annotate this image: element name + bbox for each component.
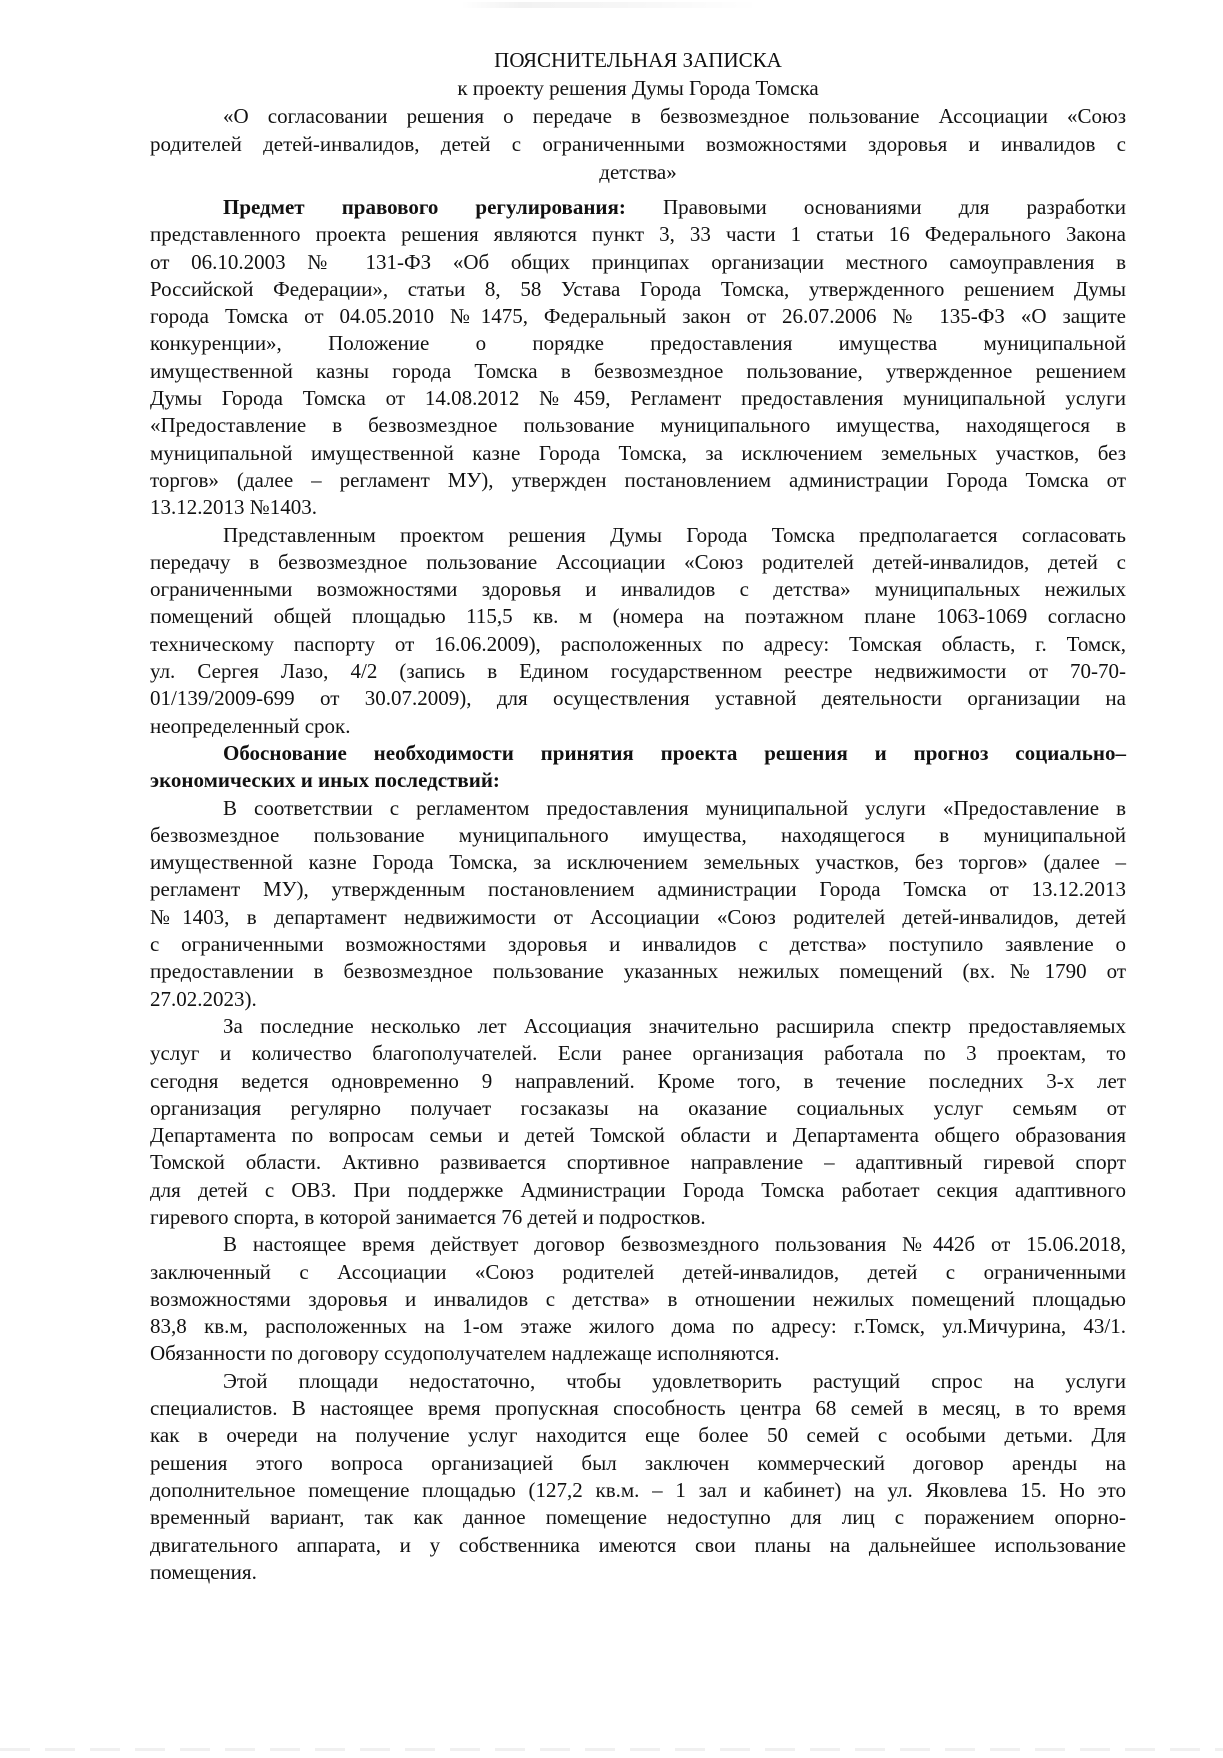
paragraph-line: 01/139/2009-699 от 30.07.2009), для осуществления уставной деятельности организации на — [150, 686, 1126, 711]
paragraph-line: временный вариант, так как данное помещение недоступно для лиц с поражением опорно- — [150, 1505, 1126, 1530]
paragraph-line: неопределенный срок. — [150, 713, 351, 738]
paragraph-line: безвозмездное пользование муниципального имущества, находящегося в муниципальной — [150, 822, 1126, 847]
paragraph-line: В соответствии с регламентом предоставления муниципальной услуги «Предоставление в — [223, 795, 1126, 820]
paragraph-line: имущественной казне Города Томска, за исключением земельных участков, без торгов» (далее – — [150, 850, 1126, 875]
paragraph-line: «Предоставление в безвозмездное пользование муниципального имущества, находящегося в — [150, 413, 1126, 438]
paragraph-line: как в очереди на получение услуг находится еще более 50 семей с особыми детьми. Для — [150, 1423, 1126, 1448]
paragraph-line: двигательного аппарата, и у собственника имеются свои планы на дальнейшее использование — [150, 1532, 1126, 1557]
paragraph-line: организация регулярно получает госзаказы на оказание социальных услуг семьям от — [150, 1095, 1126, 1120]
heading-line: экономических и иных последствий: — [150, 768, 500, 793]
paragraph-line: 27.02.2023). — [150, 986, 257, 1011]
paragraph-line: За последние несколько лет Ассоциация значительно расширила спектр предоставляемых — [223, 1013, 1126, 1038]
document-body — [150, 194, 1126, 1586]
paragraph-line: регламент МУ), утвержденным постановлением администрации Города Томска от 13.12.2013 — [150, 877, 1126, 902]
paragraph-line: представленного проекта решения являются пункт 3, 33 части 1 статьи 16 Федерального Закона — [150, 222, 1126, 247]
paragraph-line: предоставлении в безвозмездное пользование указанных нежилых помещений (вх.№1790 от — [150, 959, 1126, 984]
paragraph-line: Обязанности по договору ссудополучателем надлежаще исполняются. — [150, 1341, 780, 1366]
paragraph-proposed-transfer — [150, 522, 1126, 740]
paragraph-line: услуг и количество благополучателей. Если ранее организация работала по 3 проектам, то — [150, 1041, 1126, 1066]
paragraph-association-growth — [150, 1013, 1126, 1231]
paragraph-line: Департамента по вопросам семьи и детей Томской области и Департамента общего образования — [150, 1123, 1126, 1148]
paragraph-current-contract — [150, 1231, 1126, 1367]
paragraph-line: гиревого спорта, в которой занимается 76 детей и подростков. — [150, 1204, 706, 1229]
paragraph-line: Думы Города Томска от 14.08.2012 №459, Регламент предоставления муниципальной услуги — [150, 386, 1126, 411]
paragraph-insufficient-area — [150, 1368, 1126, 1586]
paragraph-line: Представленным проектом решения Думы Города Томска предполагается согласовать — [223, 522, 1126, 547]
paragraph-line: имущественной казны города Томска в безвозмездное пользование, утвержденное решением — [150, 358, 1126, 383]
paragraph-line: передачу в безвозмездное пользование Ассоциации «Союз родителей детей-инвалидов, детей с — [150, 549, 1126, 574]
paragraph-line: сегодня ведется одновременно 9 направлений. Кроме того, в течение последних 3-х лет — [150, 1068, 1126, 1093]
scan-artifact-top — [460, 2, 760, 8]
paragraph-line: помещения. — [150, 1559, 257, 1584]
heading-line: Обоснование необходимости принятия проекта решения и прогноз социально– — [223, 740, 1126, 765]
title-block — [150, 46, 1126, 186]
paragraph-line: Томской области. Активно развивается спортивное направление – адаптивный гиревой спорт — [150, 1150, 1126, 1175]
paragraph-line: помещений общей площадью 115,5 кв. м (номера на поэтажном плане 1063-1069 согласно — [150, 604, 1126, 629]
paragraph-line: возможностями здоровья и инвалидов с детства» в отношении нежилых помещений площадью — [150, 1286, 1126, 1311]
paragraph-line: 83,8 кв.м, расположенных на 1-ом этаже жилого дома по адресу: г.Томск, ул.Мичурина, 43/1. — [150, 1314, 1126, 1339]
paragraph-line: специалистов. В настоящее время пропускная способность центра 68 семей в месяц, в то время — [150, 1396, 1126, 1421]
paragraph-line: Предмет правового регулирования: Правовыми основаниями для разработки — [223, 195, 1126, 219]
scan-artifact-bottom — [0, 1748, 1223, 1751]
paragraph-line: от 06.10.2003 № 131-ФЗ «Об общих принципах организации местного самоуправления в — [150, 249, 1126, 274]
paragraph-line: техническому паспорту от 16.06.2009), расположенных по адресу: Томская область, г. Томск, — [150, 631, 1126, 656]
document-title: ПОЯСНИТЕЛЬНАЯ ЗАПИСКА — [494, 48, 782, 72]
paragraph-line: №1403, в департамент недвижимости от Ассоциации «Союз родителей детей-инвалидов, детей — [150, 904, 1126, 929]
subject-line-1: «О согласовании решения о передаче в безвозмездное пользование Ассоциации «Союз — [223, 104, 1126, 128]
paragraph-line: муниципальной имущественной казне Города Томска, за исключением земельных участков, без — [150, 440, 1126, 465]
paragraph-line: конкуренции», Положение о порядке предоставления имущества муниципальной — [150, 331, 1126, 356]
paragraph-line: В настоящее время действует договор безвозмездного пользования №442б от 15.06.2018, — [223, 1232, 1126, 1257]
paragraph-line: заключенный с Ассоциации «Союз родителей детей-инвалидов, детей с ограниченными — [150, 1259, 1126, 1284]
paragraph-line: Российской Федерации», статьи 8, 58 Устава Города Томска, утвержденного решением Думы — [150, 276, 1126, 301]
subject-line-2: родителей детей-инвалидов, детей с ограниченными возможностями здоровья и инвалидов с — [150, 132, 1126, 156]
subject-line-3: детства» — [599, 160, 677, 184]
document-subtitle: к проекту решения Думы Города Томска — [457, 76, 819, 100]
section-heading-legal-regulation: Предмет правового регулирования: — [223, 195, 626, 219]
paragraph-line: города Томска от 04.05.2010 №1475, Федеральный закон от 26.07.2006 № 135-ФЗ «О защите — [150, 304, 1126, 329]
paragraph-legal-basis — [150, 194, 1126, 522]
paragraph-application — [150, 795, 1126, 1013]
paragraph-line: решения этого вопроса организацией был заключен коммерческий договор аренды на — [150, 1450, 1126, 1475]
paragraph-line: дополнительное помещение площадью (127,2 кв.м. – 1 зал и кабинет) на ул. Яковлева 15. Но это — [150, 1477, 1126, 1502]
paragraph-line: Этой площади недостаточно, чтобы удовлетворить растущий спрос на услуги — [223, 1368, 1126, 1393]
paragraph-line: ул. Сергея Лазо, 4/2 (запись в Едином государственном реестре недвижимости от 70-70- — [150, 659, 1126, 684]
paragraph-line: ограниченными возможностями здоровья и инвалидов с детства» муниципальных нежилых — [150, 577, 1126, 602]
paragraph-line: 13.12.2013 №1403. — [150, 495, 318, 520]
section-heading-justification — [150, 740, 1126, 795]
paragraph-line: торгов» (далее – регламент МУ), утвержден постановлением администрации Города Томска от — [150, 467, 1126, 492]
paragraph-line: для детей с ОВЗ. При поддержке Администрации Города Томска работает секция адаптивного — [150, 1177, 1126, 1202]
paragraph-line: с ограниченными возможностями здоровья и инвалидов с детства» поступило заявление о — [150, 932, 1126, 957]
